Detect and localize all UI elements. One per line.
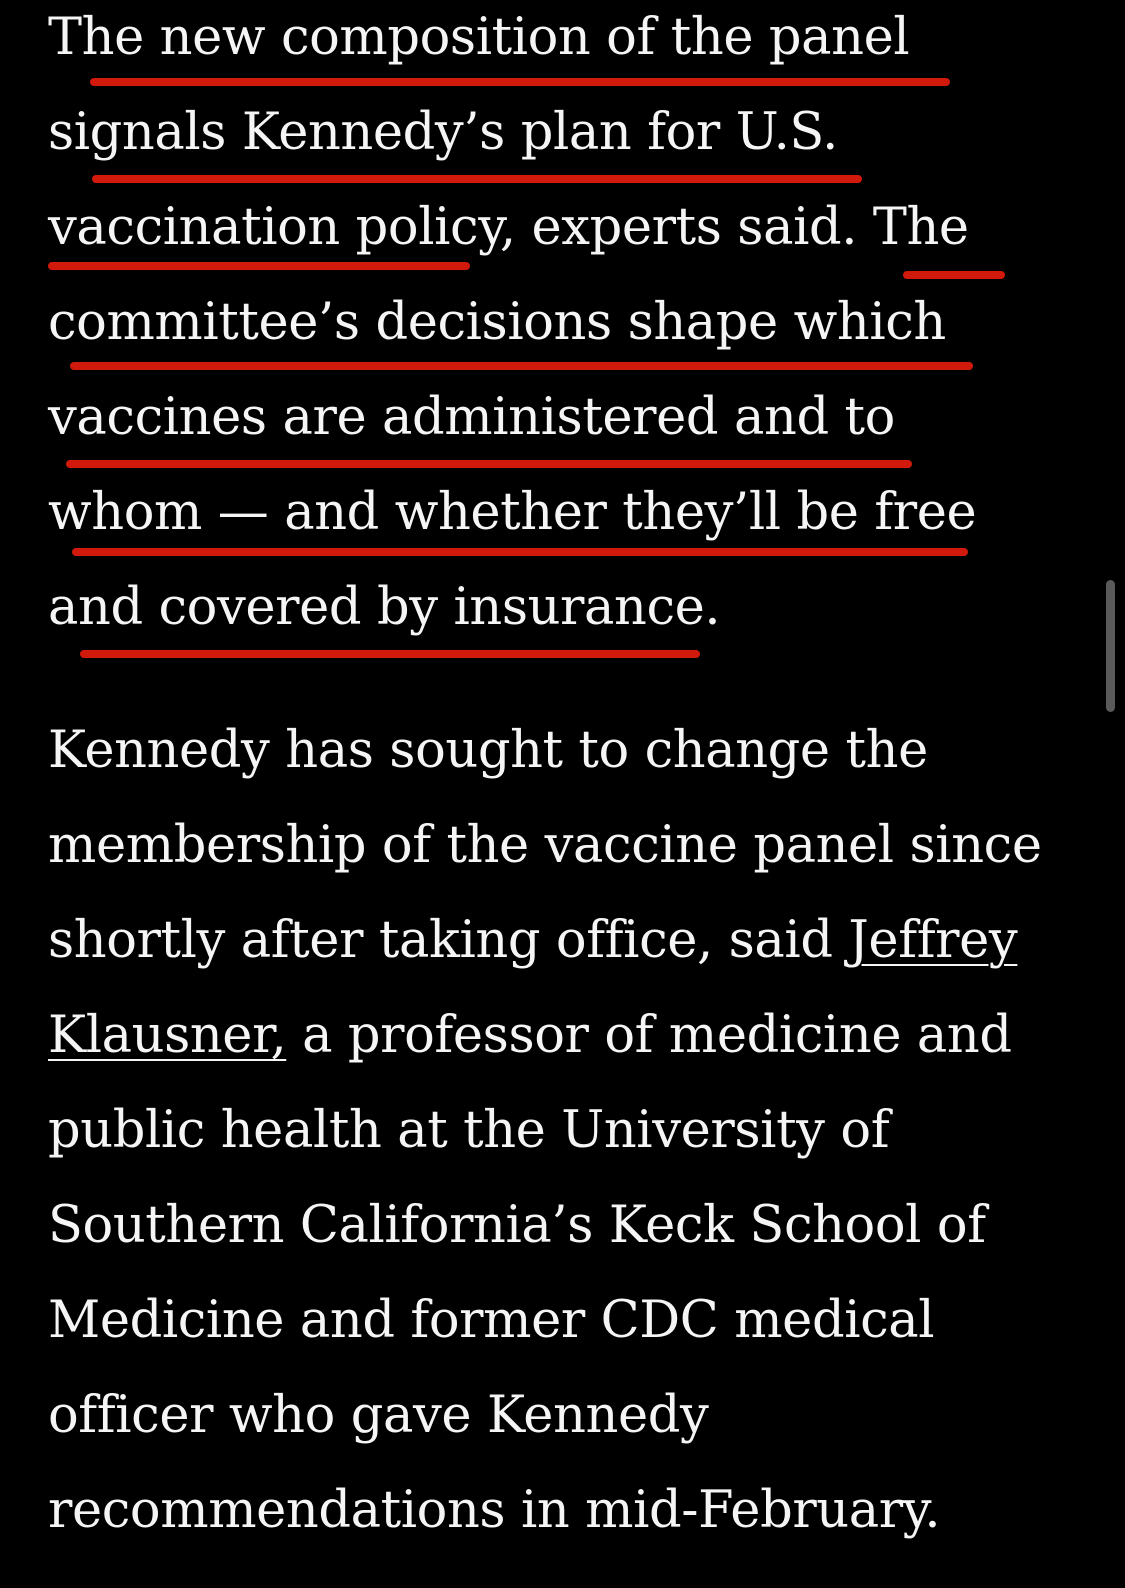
- klausner-link-part-1[interactable]: Jeffrey: [848, 911, 1018, 970]
- red-underline-annotation: [90, 78, 950, 86]
- paragraph-2-line-3-text: shortly after taking office, said: [48, 911, 849, 970]
- paragraph-2-line-4-text: a professor of medicine and: [286, 1006, 1012, 1065]
- paragraph-1-line-5: vaccines are administered and to: [48, 388, 895, 447]
- paragraph-2-line-8: officer who gave Kennedy: [48, 1386, 709, 1445]
- red-underline-annotation: [48, 262, 470, 270]
- paragraph-1-line-3: vaccination policy, experts said. The: [48, 198, 969, 257]
- red-underline-annotation: [80, 650, 700, 658]
- red-underline-annotation: [903, 271, 1005, 279]
- scrollbar-thumb[interactable]: [1106, 580, 1115, 712]
- red-underline-annotation: [72, 548, 968, 556]
- paragraph-2-line-6: Southern California’s Keck School of: [48, 1196, 986, 1255]
- paragraph-1-line-2: signals Kennedy’s plan for U.S.: [48, 103, 838, 162]
- paragraph-2-line-4: [48, 1006, 1012, 1065]
- paragraph-2-line-1: Kennedy has sought to change the: [48, 721, 928, 780]
- klausner-link-part-2[interactable]: Klausner,: [48, 1006, 287, 1065]
- paragraph-1-line-1: The new composition of the panel: [48, 8, 910, 67]
- paragraph-2-line-7: Medicine and former CDC medical: [48, 1291, 935, 1350]
- paragraph-1-line-7: and covered by insurance.: [48, 578, 721, 637]
- paragraph-1-line-6: whom — and whether they’ll be free: [48, 483, 977, 542]
- red-underline-annotation: [70, 362, 973, 370]
- paragraph-2-line-2: membership of the vaccine panel since: [48, 816, 1042, 875]
- paragraph-2-line-3: [48, 911, 1018, 970]
- paragraph-2-line-9: recommendations in mid-February.: [48, 1481, 941, 1540]
- red-underline-annotation: [92, 175, 862, 183]
- paragraph-2-line-5: public health at the University of: [48, 1101, 890, 1160]
- paragraph-1-line-4: committee’s decisions shape which: [48, 293, 946, 352]
- red-underline-annotation: [66, 460, 912, 468]
